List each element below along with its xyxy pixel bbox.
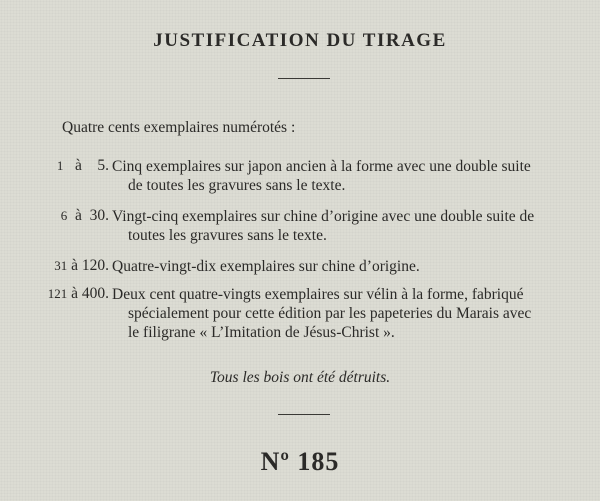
description-line: Quatre-vingt-dix exemplaires sur chine d’origine. xyxy=(112,258,420,275)
edition-description xyxy=(112,285,592,342)
range-separator: à xyxy=(74,157,82,174)
range-separator: à xyxy=(74,207,82,224)
description-line: spécialement pour cette édition par les papeteries du Marais avec xyxy=(128,305,532,322)
edition-description xyxy=(112,257,592,276)
description-line: toutes les gravures sans le texte. xyxy=(128,227,327,244)
range-start: 1 xyxy=(56,158,64,173)
range-start: 6 xyxy=(60,208,68,223)
description-line: de toutes les gravures sans le texte. xyxy=(128,177,346,194)
range-separator: à xyxy=(71,257,78,274)
range-start: 121 xyxy=(47,286,68,301)
range-start: 31 xyxy=(54,258,68,273)
description-line: Deux cent quatre-vingts exemplaires sur vélin à la forme, fabriqué xyxy=(112,286,524,303)
edition-range xyxy=(0,207,109,225)
edition-range xyxy=(0,157,109,175)
copy-number: Nº 185 xyxy=(260,447,340,476)
edition-description xyxy=(112,157,592,195)
closing-note: Tous les bois ont été détruits. xyxy=(209,369,391,386)
range-end: 30. xyxy=(89,207,109,224)
range-end: 120. xyxy=(81,257,109,274)
page-title: JUSTIFICATION DU TIRAGE xyxy=(153,30,447,51)
description-line: Vingt-cinq exemplaires sur chine d’origine avec une double suite de xyxy=(112,208,535,225)
divider-top xyxy=(278,78,330,79)
description-line: le filigrane « L’Imitation de Jésus-Christ ». xyxy=(128,324,395,341)
intro-text: Quatre cents exemplaires numérotés : xyxy=(62,119,296,136)
edition-range xyxy=(0,257,109,275)
range-end: 5. xyxy=(97,157,109,174)
divider-bottom xyxy=(278,414,330,415)
range-separator: à xyxy=(71,285,78,302)
description-line: Cinq exemplaires sur japon ancien à la forme avec une double suite xyxy=(112,158,531,175)
range-end: 400. xyxy=(81,285,109,302)
edition-description xyxy=(112,207,592,245)
edition-range xyxy=(0,285,109,303)
